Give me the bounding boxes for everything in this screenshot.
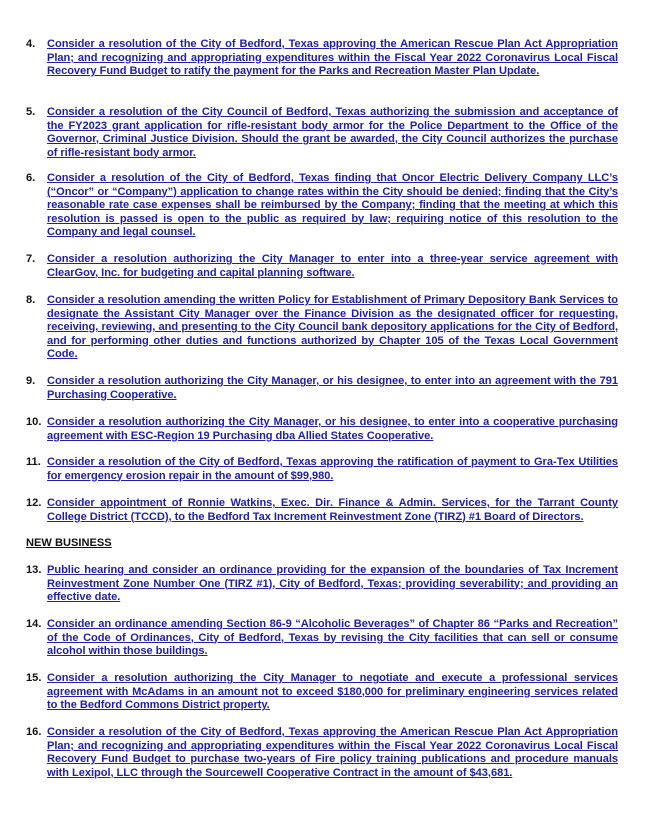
- agenda-item-link[interactable]: Consider a resolution of the City of Bedford, Texas approving the ratification of payment to Gra-Tex Utilities for emergency erosion repair in the amount of $99,980.: [47, 456, 618, 482]
- item-number: 16.: [26, 726, 42, 738]
- agenda-item-16: [26, 726, 618, 780]
- item-number: 9.: [26, 375, 36, 387]
- agenda-item-6: [26, 172, 618, 240]
- agenda-item-15: [26, 672, 618, 713]
- agenda-item-link[interactable]: Consider a resolution of the City Council of Bedford, Texas authorizing the submission and acceptance of the FY2023 grant application for rifle-resistant body armor for the Police Department to the Office of the Governor, Criminal Justice Division. Should the grant be awarded, the City Council authorizes the purchase of rifle-resistant body armor.: [47, 106, 618, 159]
- item-number: 7.: [26, 253, 36, 265]
- agenda-item-13: [26, 564, 618, 605]
- agenda-item-link[interactable]: Public hearing and consider an ordinance providing for the expansion of the boundaries of Tax Increment Reinvestment Zone Number One (TIRZ #1), City of Bedford, Texas; providing severability; and providing an effective date.: [47, 564, 618, 603]
- item-number: 15.: [26, 672, 42, 684]
- agenda-item-8: [26, 294, 618, 362]
- agenda-item-link[interactable]: Consider a resolution amending the written Policy for Establishment of Primary Depository Bank Services to designate the Assistant City Manager over the Finance Division as the designated officer for requesting, receiving, reviewing, and presenting to the City Council bank depository applications for the City of Bedford, and for performing other duties and functions authorized by Chapter 105 of the Texas Local Government Code.: [47, 294, 618, 360]
- agenda-item-link[interactable]: Consider appointment of Ronnie Watkins, Exec. Dir. Finance & Admin. Services, for the Tarrant County College District (TCCD), to the Bedford Tax Increment Reinvestment Zone (TIRZ) #1 Board of Directors.: [47, 497, 618, 523]
- section-heading-new-business: NEW BUSINESS: [26, 537, 112, 549]
- item-number: 8.: [26, 294, 36, 306]
- agenda-item-5: [26, 106, 618, 160]
- item-number: 12.: [26, 497, 42, 509]
- agenda-item-link[interactable]: Consider a resolution of the City of Bedford, Texas approving the American Rescue Plan Act Appropriation Plan; and recognizing and appropriating expenditures within the Fiscal Year 2022 Coronavirus Local Fiscal Recovery Fund Budget to ratify the payment for the Parks and Recreation Master Plan Update.: [47, 38, 618, 77]
- item-number: 6.: [26, 172, 36, 184]
- agenda-item-link[interactable]: Consider a resolution of the City of Bedford, Texas finding that Oncor Electric Delivery Company LLC’s (“Oncor” or “Company”) application to change rates within the City should be denied; finding that the City’s reasonable rate case expenses shall be reimbursed by the Company; finding that the meeting at which this resolution is passed is open to the public as required by law; requiring notice of this resolution to the Company and legal counsel.: [47, 172, 618, 238]
- agenda-item-14: [26, 618, 618, 659]
- item-number: 11.: [26, 456, 41, 468]
- item-number: 14.: [26, 618, 42, 630]
- agenda-item-9: [26, 375, 618, 402]
- item-number: 5.: [26, 106, 36, 118]
- agenda-item-link[interactable]: Consider a resolution of the City of Bedford, Texas approving the American Rescue Plan Act Appropriation Plan; and recognizing and appropriating expenditures within the Fiscal Year 2022 Coronavirus Local Fiscal Recovery Fund Budget to purchase two-years of Fire policy training publications and procedure manuals with Lexipol, LLC through the Sourcewell Cooperative Contract in the amount of $43,681.: [47, 726, 618, 779]
- agenda-item-link[interactable]: Consider a resolution authorizing the City Manager, or his designee, to enter into an agreement with the 791 Purchasing Cooperative.: [47, 375, 618, 401]
- agenda-item-link[interactable]: Consider a resolution authorizing the City Manager, or his designee, to enter into a cooperative purchasing agreement with ESC-Region 19 Purchasing dba Allied States Cooperative.: [47, 416, 618, 442]
- item-number: 10.: [26, 416, 42, 428]
- agenda-item-4: [26, 38, 618, 79]
- agenda-item-link[interactable]: Consider a resolution authorizing the City Manager to enter into a three-year service agreement with ClearGov, Inc. for budgeting and capital planning software.: [47, 253, 618, 279]
- agenda-item-7: [26, 253, 618, 280]
- agenda-item-10: [26, 416, 618, 443]
- item-number: 13.: [26, 564, 42, 576]
- agenda-item-link[interactable]: Consider an ordinance amending Section 86-9 “Alcoholic Beverages” of Chapter 86 “Parks and Recreation” of the Code of Ordinances, City of Bedford, Texas by revising the City facilities that can sell or consume alcohol within those buildings.: [47, 618, 618, 657]
- agenda-item-11: [26, 456, 618, 483]
- agenda-item-link[interactable]: Consider a resolution authorizing the City Manager to negotiate and execute a professional services agreement with McAdams in an amount not to exceed $180,000 for preliminary engineering services related to the Bedford Commons District property.: [47, 672, 618, 711]
- agenda-item-12: [26, 497, 618, 524]
- item-number: 4.: [26, 38, 36, 50]
